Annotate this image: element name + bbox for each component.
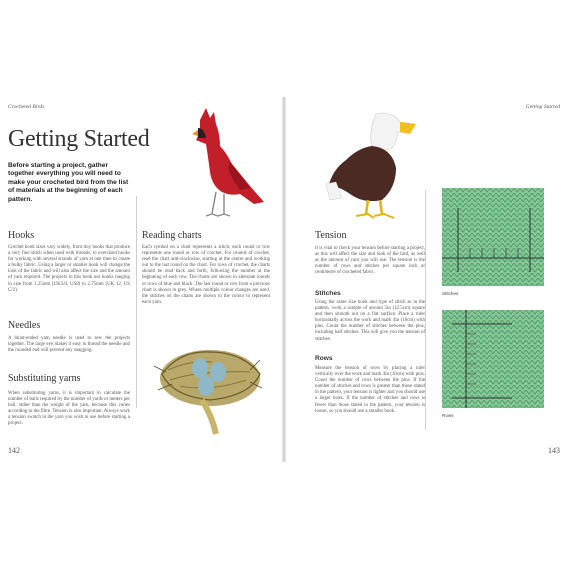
rows-heading: Rows <box>315 355 333 362</box>
substituting-heading: Substituting yarns <box>8 373 81 384</box>
column-divider <box>136 196 137 408</box>
right-column-divider <box>425 190 426 430</box>
stitches-swatch <box>442 188 544 286</box>
hooks-body: Crochet hook sizes vary widely, from tiny hooks that produce a very fine stitch when used with threads, to oversized hooks for working with several strands of yarn at one time to create a bulky fabric. Using a larger or smaller hook will change the look of the fabric and will also affect the size and the amount of yarn required. The projects in this book use hooks ranging in size from 1.25mm (UK3/0, US8) to 2.75mm (UK 12, US C/2). <box>8 245 130 293</box>
right-page-number: 143 <box>548 446 560 455</box>
needles-body: A blunt-ended yarn needle is used to sew the projects together. The large eye makes it easy to thread the needle and the rounded end will prevent any snagging. <box>8 336 130 354</box>
reading-charts-body: Each symbol on a chart represents a stitch; each round or row represents one round or row of crochet. For rounds of crochet, read the chart anti-clockwise, starting at the centre and working out to the last round on the chart. For rows of crochet, the charts should be read back and forth, following the number at the beginning of each row. The charts are shown in alternate rounds or rows of blue and black. The last round or row from a previous chart is shown in grey. Where multiple colour changes are used, the stitches on the charts are shown in the colour to represent each yarn. <box>142 245 270 305</box>
intro-paragraph: Before starting a project, gather together everything you will need to make your crocheted bird from the list of materials at the beginning of each pattern. <box>8 162 129 203</box>
substituting-body: When substituting yarns, it is important to calculate the number of balls required by the number of yards or meters per ball, rather than the weight of the yarn, because this varies according to the fibre. Tension is also important. Always work a tension swatch in the yarn you wish to use before starting a project. <box>8 391 130 427</box>
left-page-number: 142 <box>8 446 20 455</box>
right-running-head: Getting Started <box>525 104 560 110</box>
rows-swatch <box>442 310 544 408</box>
left-running-head: Crocheted Birds <box>8 104 45 110</box>
stitches-body: Using the same size hook and type of stitch as in the pattern, work a sample of around 5in (12.5cm) square and then smooth out on a flat surface. Place a ruler horizontally across the work and mark 4in (10cm) with pins. Count the number of stitches between the pins, including half stitches. This will give you the tension of stitches. <box>315 300 425 342</box>
needles-heading: Needles <box>8 320 41 331</box>
tension-heading: Tension <box>315 230 347 241</box>
stitches-heading: Stitches <box>315 290 341 297</box>
hooks-heading: Hooks <box>8 230 35 241</box>
reading-charts-heading: Reading charts <box>142 230 202 241</box>
page-title: Getting Started <box>8 126 150 152</box>
stitches-caption: Stitches <box>442 291 459 296</box>
cardinal-illustration <box>190 106 270 221</box>
nest-illustration <box>150 330 270 440</box>
rows-caption: Rows <box>442 413 454 418</box>
eagle-illustration <box>322 108 418 224</box>
rows-body: Measure the tension of rows by placing a ruler vertically over the work and mark 4in (10cm) with pins. Count the number of rows between the pins. If the number of stitches and rows is greater than those stated in the pattern, your tension is tighter and you should use a larger hook. If the number of stitches and rows is fewer than those stated in the pattern, your tension is looser, so you should use a smaller hook. <box>315 366 425 414</box>
tension-body: It is vital to check your tension before starting a project, as this will affect the size and look of the bird, as well as the amount of yarn you will use. The tension is the number of rows and stitches per square inch or centimetre of crocheted fabric. <box>315 246 425 276</box>
